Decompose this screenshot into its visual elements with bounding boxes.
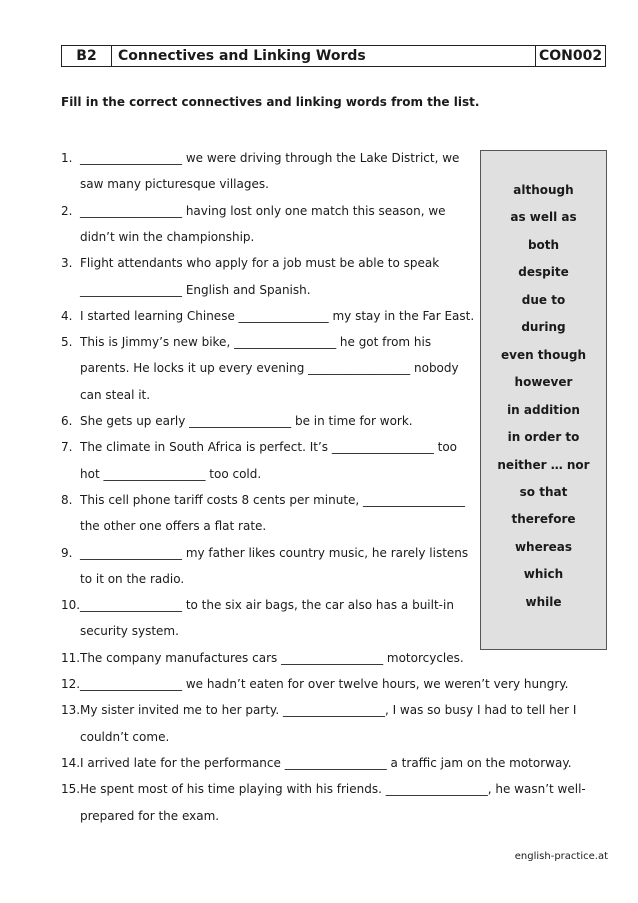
word-list-item: however [514, 375, 573, 390]
question-text: didn’t win the championship. [80, 229, 255, 244]
question-text: couldn’t come. [80, 729, 170, 744]
word-list-box [480, 150, 607, 650]
question-number: 10. [61, 598, 81, 613]
question-text: _________________ my father likes country music, he rarely listens [80, 545, 469, 560]
worksheet-header [61, 45, 606, 67]
question-text: to it on the radio. [80, 571, 185, 586]
question-number: 4. [61, 308, 73, 323]
question-text: _________________ having lost only one match this season, we [80, 203, 446, 218]
question-line [0, 750, 638, 776]
question-text: The company manufactures cars _________________ motorcycles. [80, 650, 464, 665]
question-number: 14. [61, 755, 81, 770]
question-text: the other one offers a flat rate. [80, 519, 267, 534]
question-number: 7. [61, 440, 73, 455]
word-list-item: neither … nor [497, 457, 590, 472]
question-number: 1. [61, 151, 73, 165]
word-list-item: both [527, 237, 560, 252]
question-text: hot _________________ too cold. [80, 466, 262, 481]
question-line [0, 671, 638, 697]
question-text: She gets up early _________________ be in time for work. [80, 414, 413, 428]
question-number: 15. [61, 782, 81, 797]
question-text: parents. He locks it up every evening _________________ nobody [80, 361, 459, 376]
word-list-item: so that [519, 484, 568, 499]
word-list-item: while [525, 594, 562, 609]
question-text: _________________ we hadn’t eaten for over twelve hours, we weren’t very hungry. [80, 677, 569, 691]
question-line [0, 697, 638, 723]
word-list-item: whereas [514, 539, 573, 554]
word-list-item: therefore [511, 512, 576, 527]
worksheet-title: Connectives and Linking Words [112, 46, 536, 66]
question-text: This is Jimmy’s new bike, _________________ he got from his [80, 335, 432, 350]
question-number: 13. [61, 703, 81, 718]
question-line [0, 803, 638, 829]
word-list-item: due to [521, 292, 566, 307]
question-text: I started learning Chinese _______________ my stay in the Far East. [80, 308, 475, 323]
word-list-item: although [513, 183, 574, 197]
question-text: I arrived late for the performance _________________ a traffic jam on the motorway. [80, 755, 572, 770]
word-list-item: as well as [510, 210, 577, 225]
question-number: 9. [61, 545, 73, 560]
worksheet-code: CON002 [538, 48, 603, 64]
question-text: security system. [80, 624, 179, 639]
question-text: _________________ English and Spanish. [80, 282, 311, 297]
question-text: The climate in South Africa is perfect. It’s _________________ too [80, 440, 458, 455]
question-number: 11. [61, 650, 81, 665]
question-text: prepared for the exam. [80, 808, 220, 823]
question-number: 12. [61, 677, 81, 691]
question-number: 2. [61, 203, 73, 218]
word-list-item: which [523, 567, 564, 582]
question-number: 6. [61, 414, 73, 428]
question-text: _________________ to the six air bags, the car also has a built-in [80, 598, 454, 613]
word-list-item: even though [500, 347, 587, 362]
footer-source: english-practice.at [514, 851, 608, 862]
question-text: Flight attendants who apply for a job must be able to speak [80, 256, 440, 271]
question-line [0, 724, 638, 750]
question-text: He spent most of his time playing with his friends. _________________, he wasn’t well- [80, 782, 586, 797]
word-list-item: in order to [507, 430, 580, 445]
question-text: My sister invited me to her party. _________________, I was so busy I had to tell her I [80, 703, 577, 718]
question-text: _________________ we were driving through the Lake District, we [80, 151, 460, 165]
question-text: can steal it. [80, 387, 151, 402]
question-number: 5. [61, 335, 73, 350]
question-number: 8. [61, 492, 73, 507]
question-line [0, 776, 638, 802]
word-list-item: despite [518, 265, 569, 280]
question-text: saw many picturesque villages. [80, 177, 269, 192]
level-cell: B2 [62, 46, 112, 66]
word-list-item: during [521, 320, 566, 335]
question-text: This cell phone tariff costs 8 cents per minute, _________________ [80, 492, 466, 507]
word-list-item: in addition [507, 402, 580, 417]
instruction-text: Fill in the correct connectives and linking words from the list. [61, 95, 480, 109]
question-number: 3. [61, 256, 73, 271]
